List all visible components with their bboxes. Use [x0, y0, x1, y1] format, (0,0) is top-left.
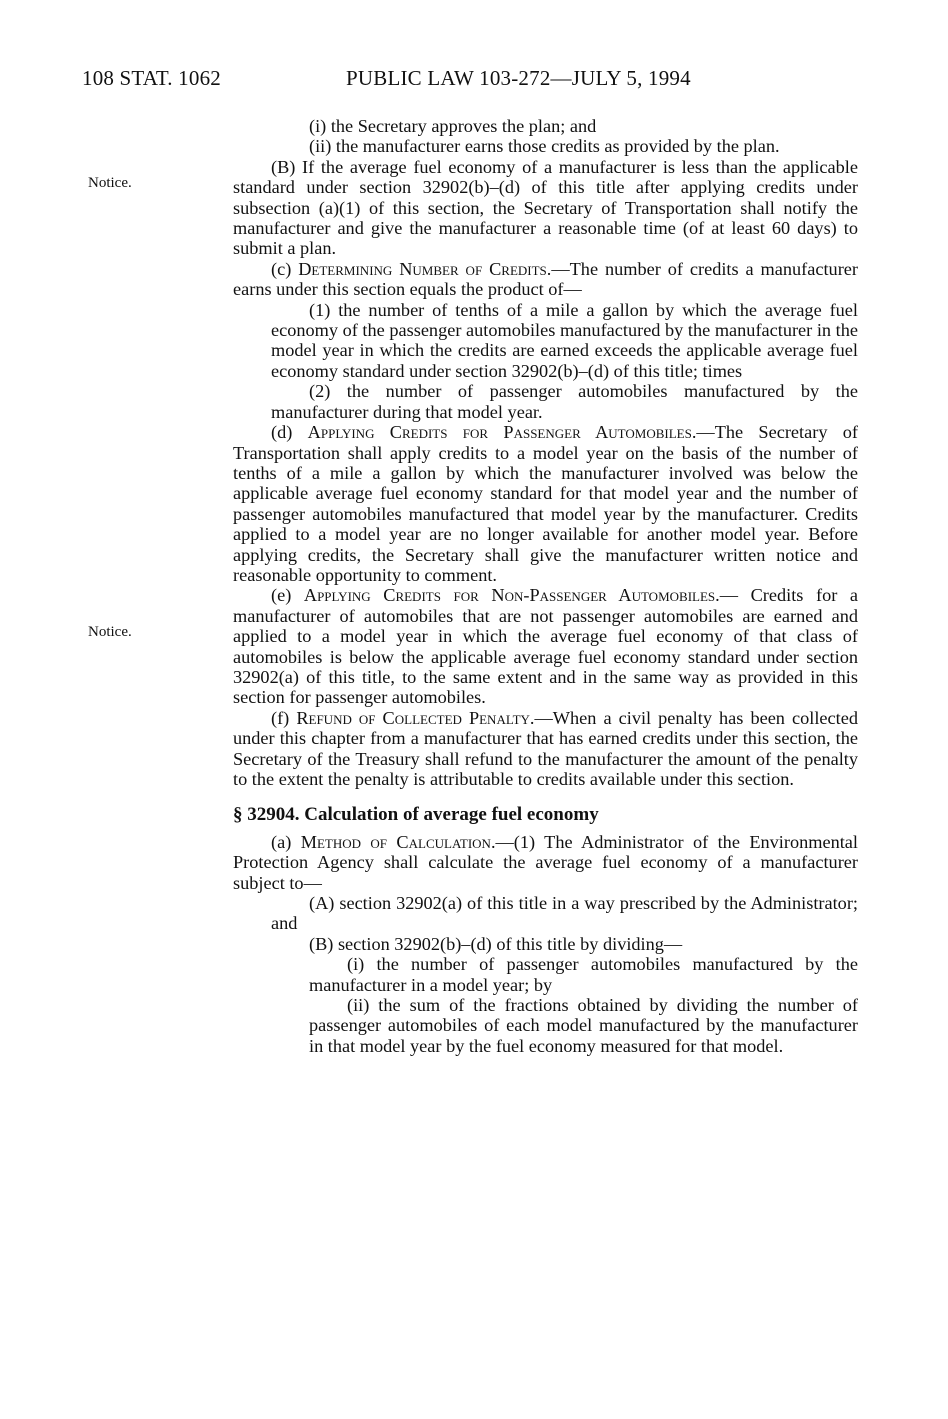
subsection-e-heading: Applying Credits for Non-Passenger Automobiles.	[303, 585, 720, 606]
subsection-f-heading: Refund of Collected Penalty.	[296, 707, 535, 728]
subparagraph-B: (B) If the average fuel economy of a manufacturer is less than the applicable standard under section 32902(b)–(d) of this title after applying credits under subsection (a)(1) of this section, the Secretary of Transportation shall notify the manufacturer and give the manufacturer a reasonable time (of at least 60 days) to submit a plan.	[233, 156, 858, 259]
document-body	[233, 116, 858, 1056]
subsection-c-label: (c)	[271, 258, 299, 279]
subsection-d-heading: Applying Credits for Passenger Automobiles.	[307, 422, 697, 443]
margin-note-notice: Notice.	[88, 175, 132, 191]
clause-i: (i) the Secretary approves the plan; and	[309, 116, 597, 136]
section-paragraph-B: (B) section 32902(b)–(d) of this title by dividing—	[309, 933, 683, 954]
subsection-e-text: — Credits for a manufacturer of automobiles that are not passenger automobiles are earned and applied to a model year in which the average fuel economy of that class of automobiles is below the applicable average fuel economy standard under section 32902(a) of this title, to the same extent and in the same way as provided in this section for passenger automobiles.	[233, 585, 858, 708]
clause-ii: (ii) the manufacturer earns those credits as provided by the plan.	[309, 136, 780, 157]
section-subsection-a	[233, 832, 858, 893]
paragraph-c1: (1) the number of tenths of a mile a gallon by which the average fuel economy of the passenger automobiles manufactured by the manufacturer in the model year in which the credits are earned exceeds the applicable average fuel economy standard under section 32902(b)–(d) of this title; times	[271, 299, 858, 381]
section-clause-i: (i) the number of passenger automobiles manufactured by the manufacturer in a model year; by	[309, 954, 858, 995]
statute-page-number: 108 STAT. 1062	[82, 66, 221, 90]
margin-note-notice: Notice.	[88, 624, 132, 640]
subsection-e-label: (e)	[271, 585, 304, 606]
section-heading: § 32904. Calculation of average fuel economy	[233, 804, 599, 826]
section-a-heading: Method of Calculation.	[300, 831, 496, 852]
subsection-f-label: (f)	[271, 707, 297, 728]
paragraph-c2: (2) the number of passenger automobiles manufactured by the manufacturer during that model year.	[271, 381, 858, 422]
subsection-f-text: —When a civil penalty has been collected under this chapter from a manufacturer that has earned credits under this section, the Secretary of the Treasury shall refund to the manufacturer the amount of the penalty to the extent the penalty is attributable to credits available under this section.	[233, 707, 858, 789]
subsection-d-text: —The Secretary of Transportation shall apply credits to a model year on the basis of the number of tenths of a mile a gallon by which the manufacturer involved was below the applicable average fuel economy standard for that model year and the number of passenger automobiles manufactured that model year by the manufacturer. Credits applied to a model year are no longer available for another model year. Before applying credits, the Secretary shall give the manufacturer written notice and reasonable opportunity to comment.	[233, 422, 859, 585]
subsection-e	[233, 585, 858, 707]
section-a-label: (a)	[271, 831, 301, 852]
public-law-title: PUBLIC LAW 103-272—JULY 5, 1994	[346, 66, 691, 90]
subsection-c-heading: Determining Number of Credits.	[298, 258, 552, 279]
subsection-c	[233, 259, 858, 300]
subsection-d	[233, 422, 858, 585]
section-clause-ii: (ii) the sum of the fractions obtained by dividing the number of passenger automobiles of each model manufactured by the manufacturer in that model year by the fuel economy measured for that model.	[309, 995, 858, 1056]
section-a-text: —(1) The Administrator of the Environmental Protection Agency shall calculate the average fuel economy of a manufacturer subject to—	[233, 831, 858, 893]
section-paragraph-A: (A) section 32902(a) of this title in a way prescribed by the Administrator; and	[271, 893, 858, 934]
subsection-d-label: (d)	[271, 422, 308, 443]
page-header	[82, 66, 782, 96]
subsection-f	[233, 708, 858, 790]
subsection-c-text: —The number of credits a manufacturer earns under this section equals the product of—	[233, 258, 858, 300]
